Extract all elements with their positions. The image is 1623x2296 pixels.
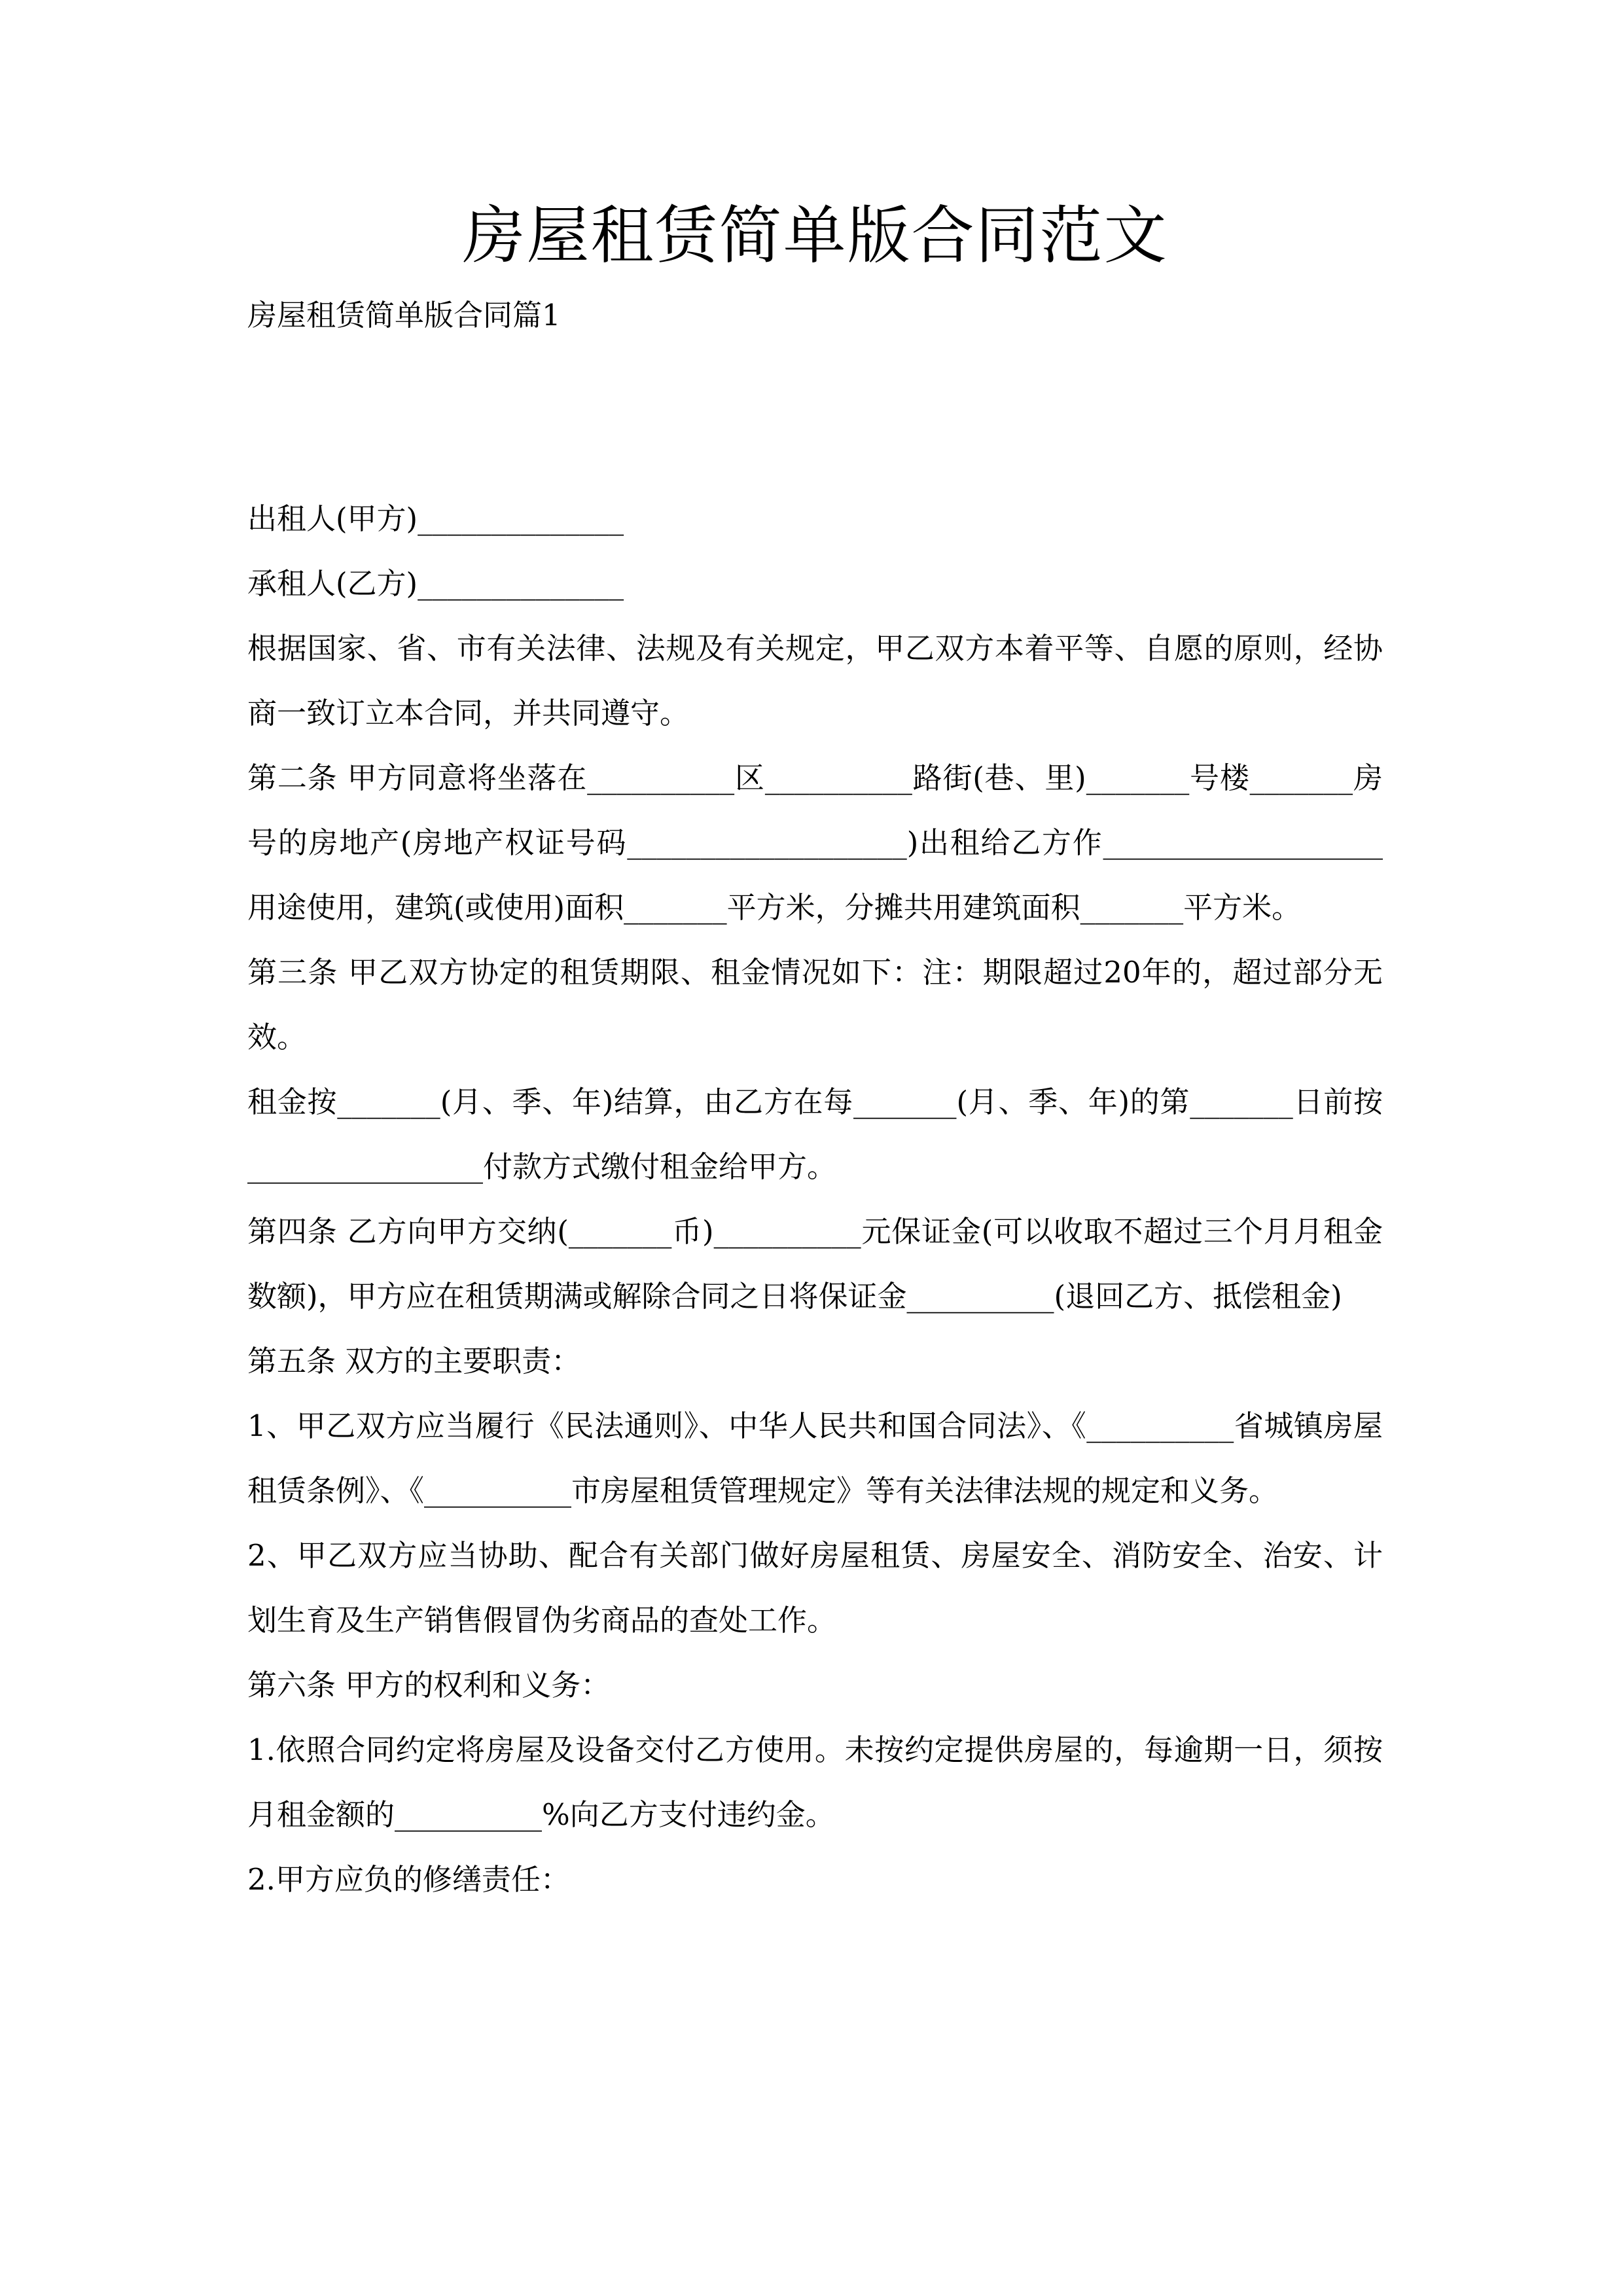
lessee-line: 承租人(乙方)______________ xyxy=(247,566,624,601)
duty-item-2: 2、甲乙双方应当协助、配合有关部门做好房屋租赁、房屋安全、消防安全、治安、计划生育及生产销售假冒伪劣商品的查处工作。 xyxy=(247,1538,1383,1638)
document-page xyxy=(247,0,1383,2296)
document-title: 房屋租赁简单版合同范文 xyxy=(462,199,1168,272)
lessor-obligation-2: 2.甲方应负的修缮责任： xyxy=(247,1862,570,1897)
document-subtitle: 房屋租赁简单版合同篇1 xyxy=(247,298,561,332)
preamble-paragraph: 根据国家、省、市有关法律、法规及有关规定，甲乙双方本着平等、自愿的原则，经协商一致订立本合同，并共同遵守。 xyxy=(247,631,1383,730)
document-body xyxy=(247,486,1383,1912)
rent-payment-paragraph: 租金按_______(月、季、年)结算，由乙方在每_______(月、季、年)的第_______日前按________________付款方式缴付租金给甲方。 xyxy=(247,1085,1383,1184)
article-2-paragraph: 第二条 甲方同意将坐落在__________区__________路街(巷、里)_______号楼_______房号的房地产(房地产权证号码___________________)出租给乙方作___________________用途使用，建筑(或使用)面积_______平方米，分摊共用建筑面积_______平方米。 xyxy=(247,761,1383,925)
lessor-line: 出租人(甲方)______________ xyxy=(247,501,624,536)
article-6-heading: 第六条 甲方的权利和义务： xyxy=(247,1668,611,1702)
article-3-paragraph: 第三条 甲乙双方协定的租赁期限、租金情况如下：注：期限超过20年的，超过部分无效。 xyxy=(247,955,1383,1054)
lessor-obligation-1: 1.依照合同约定将房屋及设备交付乙方使用。未按约定提供房屋的，每逾期一日，须按月租金额的__________%向乙方支付违约金。 xyxy=(247,1732,1383,1832)
article-4-paragraph: 第四条 乙方向甲方交纳(_______币)__________元保证金(可以收取不超过三个月月租金数额)，甲方应在租赁期满或解除合同之日将保证金__________(退回乙方、抵偿租金) xyxy=(247,1214,1383,1314)
duty-item-1: 1、甲乙双方应当履行《民法通则》、中华人民共和国合同法》、《__________省城镇房屋租赁条例》、《__________市房屋租赁管理规定》等有关法律法规的规定和义务。 xyxy=(247,1408,1383,1508)
article-5-heading: 第五条 双方的主要职责： xyxy=(247,1344,581,1378)
